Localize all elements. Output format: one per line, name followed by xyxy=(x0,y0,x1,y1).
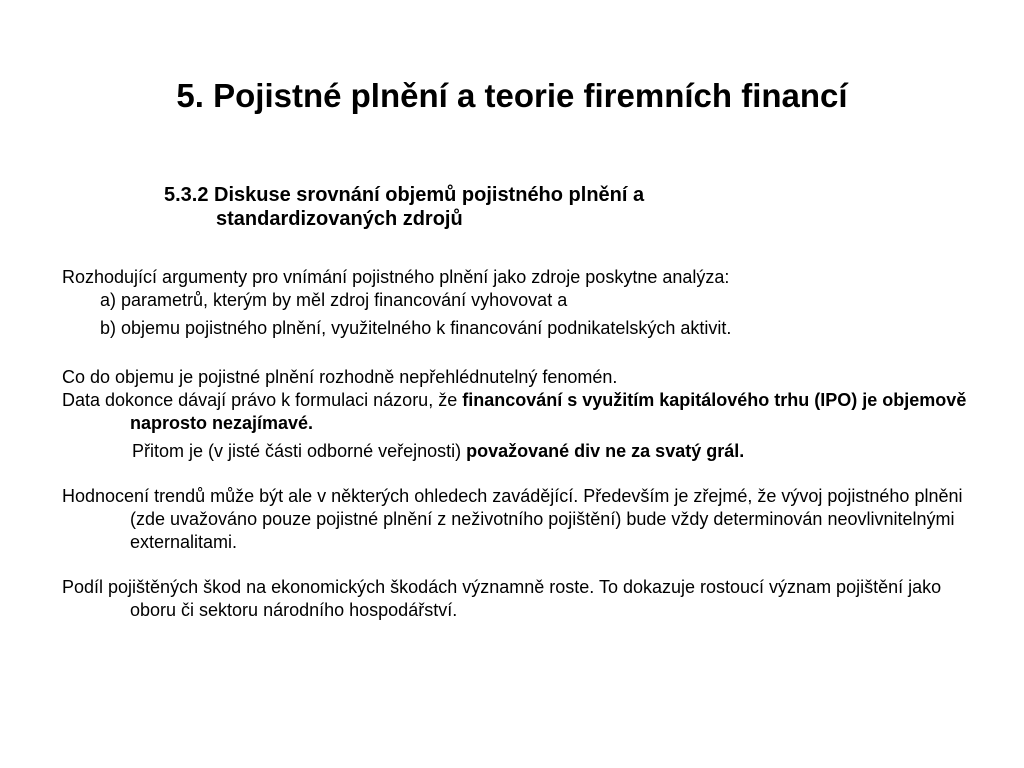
slide-subtitle xyxy=(164,183,864,231)
list-item-b: b) objemu pojistného plnění, využitelného k financování podnikatelských aktivit. xyxy=(100,318,732,338)
slide-title: 5. Pojistné plnění a teorie firemních financí xyxy=(176,77,848,114)
subtitle-line-2: standardizovaných zdrojů xyxy=(216,208,463,230)
paragraph-holy-grail xyxy=(62,440,992,463)
paragraph-trends: Hodnocení trendů může být ale v některých ohledech zavádějící. Především je zřejmé, že vývoj pojistného plněni (zde uvažováno pouze pojistné plnění z neživotního pojištění) bude vždy determinován neovlivnitelnými externalitami. xyxy=(62,486,963,552)
holy-grail-text: Přitom je (v jisté části odborné veřejnosti) xyxy=(132,441,467,461)
paragraph-volume: Co do objemu je pojistné plnění rozhodně nepřehlédnutelný fenomén. xyxy=(62,367,618,387)
paragraph-insured-damages: Podíl pojištěných škod na ekonomických škodách významně roste. To dokazuje rostoucí význam pojištění jako oboru či sektoru národního hospodářství. xyxy=(62,577,942,620)
data-opinion-bold: financování s využitím kapitálového trhu (IPO) je objemově naprosto nezajímavé. xyxy=(130,390,967,433)
subtitle-line-1: 5.3.2 Diskuse srovnání objemů pojistného plnění a xyxy=(164,184,645,206)
paragraph-arguments-intro: Rozhodující argumenty pro vnímání pojistného plnění jako zdroje poskytne analýza: xyxy=(62,267,730,287)
paragraph-data-opinion xyxy=(62,389,992,435)
holy-grail-bold: považované div ne za svatý grál. xyxy=(466,441,745,461)
data-opinion-text: Data dokonce dávají právo k formulaci názoru, že xyxy=(62,390,463,410)
slide-body xyxy=(62,266,992,622)
list-item-a: a) parametrů, kterým by měl zdroj financování vyhovovat a xyxy=(100,290,568,310)
